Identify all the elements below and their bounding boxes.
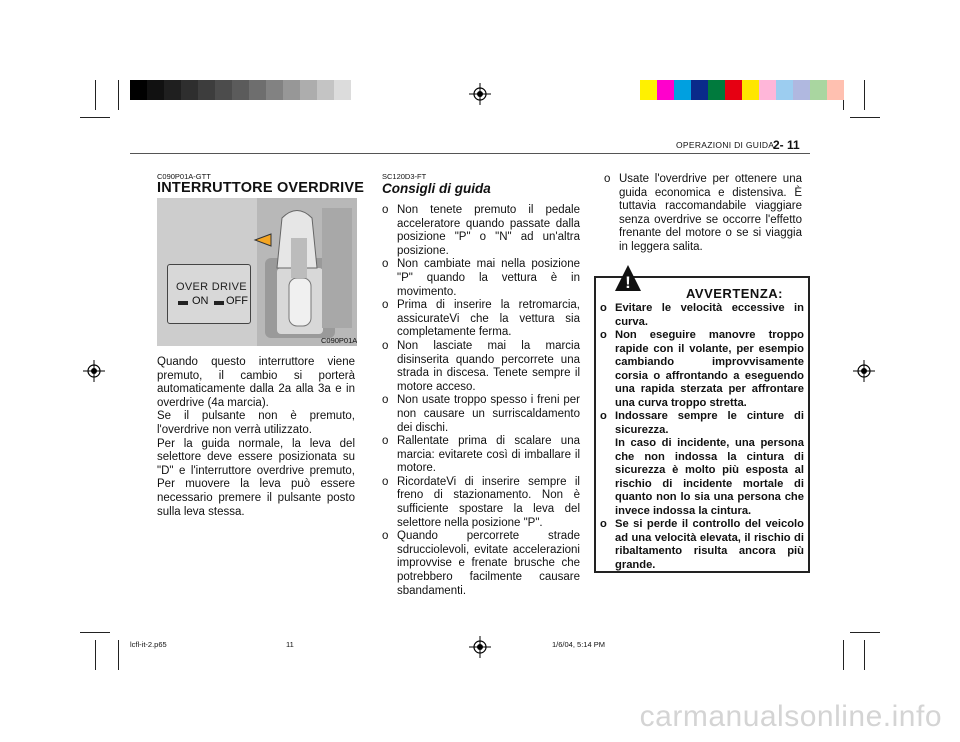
- off-label: OFF: [226, 295, 248, 307]
- list-item: o Non tenete premuto il pedale acceleratore quando passate dalla posizione "P" o "N" ad un'altra posizione.: [382, 204, 580, 258]
- list-item: o Non lasciate mai la marcia disinserita quando percorrete una strada in discesa. Tenete sempre il motore acceso.: [382, 340, 580, 394]
- section-heading: INTERRUTTORE OVERDRIVE: [157, 180, 365, 196]
- list-item: o Non cambiate mai nella posizione "P" quando la vettura è in movimento.: [382, 258, 580, 299]
- calibration-swatch: [674, 80, 691, 100]
- registration-mark-icon: [83, 360, 105, 382]
- off-indicator: [214, 301, 224, 305]
- warning-symbol: !: [625, 273, 631, 292]
- list-item: o Se si perde il controllo del veicolo ad una velocità elevata, il rischio di ribaltamento risulta ancora più grande.: [600, 518, 804, 572]
- warning-list: [600, 302, 804, 572]
- calibration-swatch: [640, 80, 657, 100]
- calibration-swatch: [249, 80, 266, 100]
- overdrive-label-panel: [167, 264, 251, 324]
- crop-mark: [843, 640, 844, 670]
- section-code: SC120D3-FT: [382, 172, 427, 181]
- driving-tips-list: [382, 204, 580, 598]
- crop-mark: [80, 632, 110, 633]
- warning-icon: [614, 264, 642, 292]
- calibration-swatch: [691, 80, 708, 100]
- calibration-swatch: [793, 80, 810, 100]
- calibration-swatch: [130, 80, 147, 100]
- calibration-swatch: [810, 80, 827, 100]
- list-item: o RicordateVi di inserire sempre il freno di stazionamento. Non è sufficiente spostare la leva del selettore nella posizione "P".: [382, 476, 580, 530]
- crop-mark: [95, 80, 96, 110]
- figure-code: C090P01A: [321, 336, 357, 345]
- list-item: o Quando percorrete strade sdrucciolevoli, evitate accelerazioni improvvise e frenate brusche che potrebbero facilmente causare sbandamenti.: [382, 530, 580, 598]
- header-rule: [130, 153, 810, 154]
- crop-mark: [850, 632, 880, 633]
- calibration-swatch: [776, 80, 793, 100]
- warning-title: AVVERTENZA:: [686, 286, 783, 301]
- calibration-swatch: [317, 80, 334, 100]
- registration-mark-icon: [469, 83, 491, 105]
- calibration-swatch: [300, 80, 317, 100]
- paragraph: Se il pulsante non è premuto, l'overdrive non verrà utilizzato.: [157, 410, 355, 436]
- paragraph: Per la guida normale, la leva del selettore deve essere posizionata su "D" e l'interruttore overdrive premuto, Per muovere la leva può essere necessario premere il pulsante posto sulla leva stessa.: [157, 437, 355, 518]
- section-heading: Consigli di guida: [382, 181, 491, 196]
- paragraph: Quando questo interruttore viene premuto, il cambio si porterà automaticamente dalla 2a alla 3a e in overdrive (4a marcia).: [157, 356, 355, 409]
- calibration-swatch: [351, 80, 368, 100]
- overdrive-tip-list: [604, 173, 802, 255]
- gray-calibration-bar: [130, 80, 368, 100]
- calibration-swatch: [708, 80, 725, 100]
- calibration-swatch: [147, 80, 164, 100]
- calibration-swatch: [198, 80, 215, 100]
- calibration-swatch: [266, 80, 283, 100]
- section-title: OPERAZIONI DI GUIDA: [676, 140, 775, 150]
- list-item: o Prima di inserire la retromarcia, assicurateVi che la vettura sia completamente ferma.: [382, 299, 580, 340]
- footer-page: 11: [286, 640, 294, 649]
- crop-mark: [864, 80, 865, 110]
- on-indicator: [178, 301, 188, 305]
- crop-mark: [95, 640, 96, 670]
- crop-mark: [864, 640, 865, 670]
- calibration-swatch: [283, 80, 300, 100]
- warning-box: [594, 273, 810, 573]
- crop-mark: [80, 117, 110, 118]
- registration-mark-icon: [853, 360, 875, 382]
- page-number: 2- 11: [773, 138, 800, 152]
- list-item: o Evitare le velocità eccessive in curva.: [600, 302, 804, 329]
- section-code: C090P01A-GTT: [157, 172, 211, 181]
- registration-mark-icon: [469, 636, 491, 658]
- color-calibration-bar: [640, 80, 844, 100]
- calibration-swatch: [827, 80, 844, 100]
- calibration-swatch: [164, 80, 181, 100]
- list-item: o Rallentate prima di scalare una marcia: evitarete così di imballare il motore.: [382, 435, 580, 476]
- crop-mark: [118, 640, 119, 670]
- list-item: o Non eseguire manovre troppo rapide con il volante, per esempio cambiando improvvisamente corsia o affrontando a eseguendo una rapida sterzata per affrontare una curva troppo stretta.: [600, 329, 804, 410]
- list-item: o Indossare sempre le cinture di sicurezza. In caso di incidente, una persona che non indossa la cintura di sicurezza è molto più esposta al rischio di incidente mortale di quanto non lo sia una persona che invece indossa la cintura.: [600, 410, 804, 518]
- crop-mark: [118, 80, 119, 110]
- overdrive-label: OVER DRIVE: [176, 281, 247, 293]
- footer-date: 1/6/04, 5:14 PM: [552, 640, 605, 649]
- calibration-swatch: [334, 80, 351, 100]
- list-item: o Usate l'overdrive per ottenere una guida economica e distensiva. È tuttavia raccomandabile viaggiare senza overdrive se occorre l'effetto frenante del motore o se si viaggia in leggera salita.: [604, 173, 802, 255]
- overdrive-description: [157, 356, 355, 519]
- crop-mark: [850, 117, 880, 118]
- calibration-swatch: [181, 80, 198, 100]
- list-item: o Non usate troppo spesso i freni per non causare un surriscaldamento dei dischi.: [382, 394, 580, 435]
- watermark: carmanualsonline.info: [639, 700, 942, 733]
- calibration-swatch: [725, 80, 742, 100]
- calibration-swatch: [657, 80, 674, 100]
- overdrive-figure: [157, 198, 357, 346]
- on-label: ON: [192, 295, 209, 307]
- calibration-swatch: [742, 80, 759, 100]
- calibration-swatch: [232, 80, 249, 100]
- calibration-swatch: [759, 80, 776, 100]
- calibration-swatch: [215, 80, 232, 100]
- footer-filename: lcfl-it-2.p65: [130, 640, 167, 649]
